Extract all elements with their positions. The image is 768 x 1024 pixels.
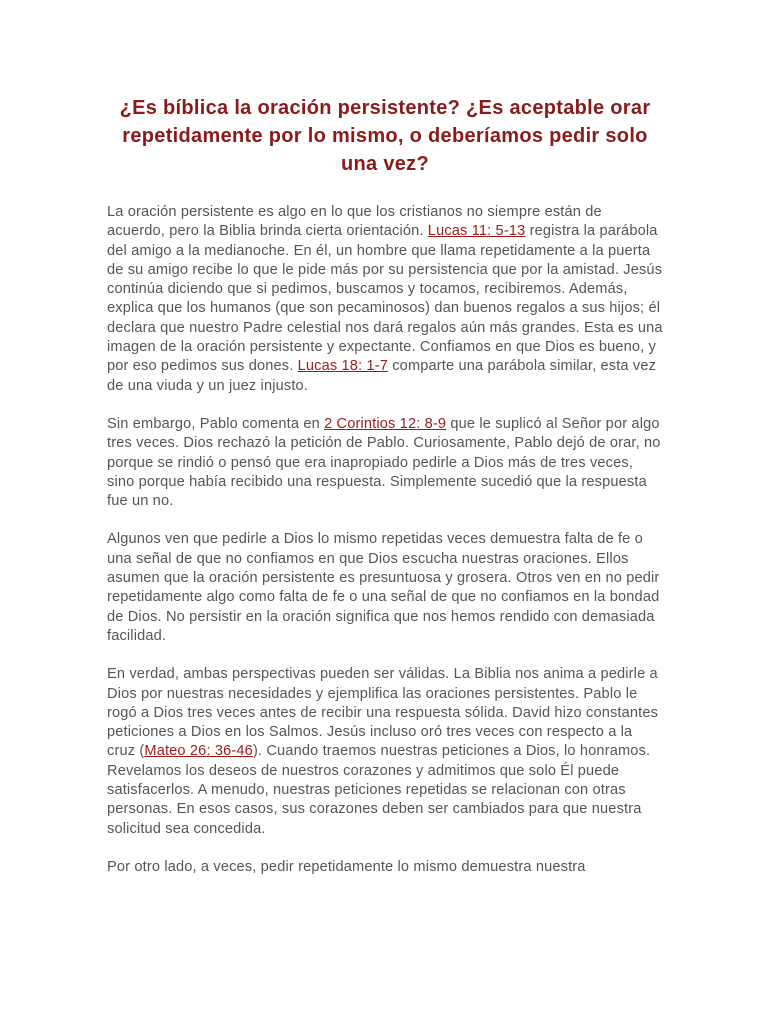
paragraph-text: comparte una parábola similar, esta vez de una viuda y un juez injusto. — [107, 358, 657, 394]
link-mateo-26[interactable]: Mateo 26: 36-46 — [144, 743, 253, 760]
paragraph-text: registra la parábola del amigo a la medianoche. En él, un hombre que llama repetidamente a la puerta de su amigo recibe lo que le pide más por su persistencia que por la amistad. Jesús continúa diciendo que si pedimos, buscamos y tocamos, recibiremos. Además, explica que los humanos (que son pecaminosos) dan buenos regalos a sus hijos; él declara que nuestro Padre celestial nos dará regalos aún más grandes. Esta es una imagen de la oración persistente y expectante. Confiamos en que Dios es bueno, y por eso pedimos sus dones. — [107, 223, 663, 375]
paragraph-text: La oración persistente es algo en lo que los cristianos no siempre están de acuerdo, pero la Biblia brinda cierta orientación. — [107, 204, 602, 240]
link-lucas-18[interactable]: Lucas 18: 1-7 — [297, 358, 389, 375]
paragraph-4 — [107, 665, 663, 839]
paragraph-text: ). Cuando traemos nuestras peticiones a Dios, lo honramos. Revelamos los deseos de nuestros corazones y admitimos que solo Él puede satisfacerlos. A menudo, nuestras peticiones repetidas se relacionan con otras personas. En esos casos, sus corazones deben ser cambiados para que nuestra solicitud sea concedida. — [107, 743, 651, 837]
paragraph-text: Algunos ven que pedirle a Dios lo mismo repetidas veces demuestra falta de fe o una señal de que no confiamos en que Dios escucha nuestras oraciones. Ellos asumen que la oración persistente es presuntuosa y grosera. Otros ven en no pedir repetidamente algo como falta de fe o una señal de que no confiamos en la bondad de Dios. No persistir en la oración significa que nos hemos rendido con demasiada facilidad. — [107, 531, 660, 644]
link-2-corintios-12[interactable]: 2 Corintios 12: 8-9 — [324, 415, 447, 432]
paragraph-text: Por otro lado, a veces, pedir repetidamente lo mismo demuestra nuestra — [107, 858, 586, 875]
page-title: ¿Es bíblica la oración persistente? ¿Es aceptable orar repetidamente por lo mismo, o deberíamos pedir solo una vez? — [119, 97, 651, 175]
document-page — [107, 94, 663, 896]
paragraph-text: que le suplicó al Señor por algo tres veces. Dios rechazó la petición de Pablo. Curiosamente, Pablo dejó de orar, no porque se rindió o pensó que era inapropiado pedirle a Dios más de tres veces, sino porque había recibido una respuesta. Simplemente sucedió que la respuesta fue un no. — [107, 415, 661, 510]
paragraph-1 — [107, 203, 663, 396]
paragraph-5 — [107, 858, 663, 877]
paragraph-text: En verdad, ambas perspectivas pueden ser válidas. La Biblia nos anima a pedirle a Dios por nuestras necesidades y ejemplifica las oraciones persistentes. Pablo le rogó a Dios tres veces antes de recibir una respuesta sólida. David hizo constantes peticiones a Dios en los Salmos. Jesús incluso oró tres veces con respecto a la cruz ( — [107, 666, 659, 760]
paragraph-3 — [107, 530, 663, 646]
paragraph-2 — [107, 415, 663, 511]
paragraph-text: Sin embargo, Pablo comenta en — [107, 415, 325, 432]
link-lucas-11[interactable]: Lucas 11: 5-13 — [427, 223, 526, 240]
